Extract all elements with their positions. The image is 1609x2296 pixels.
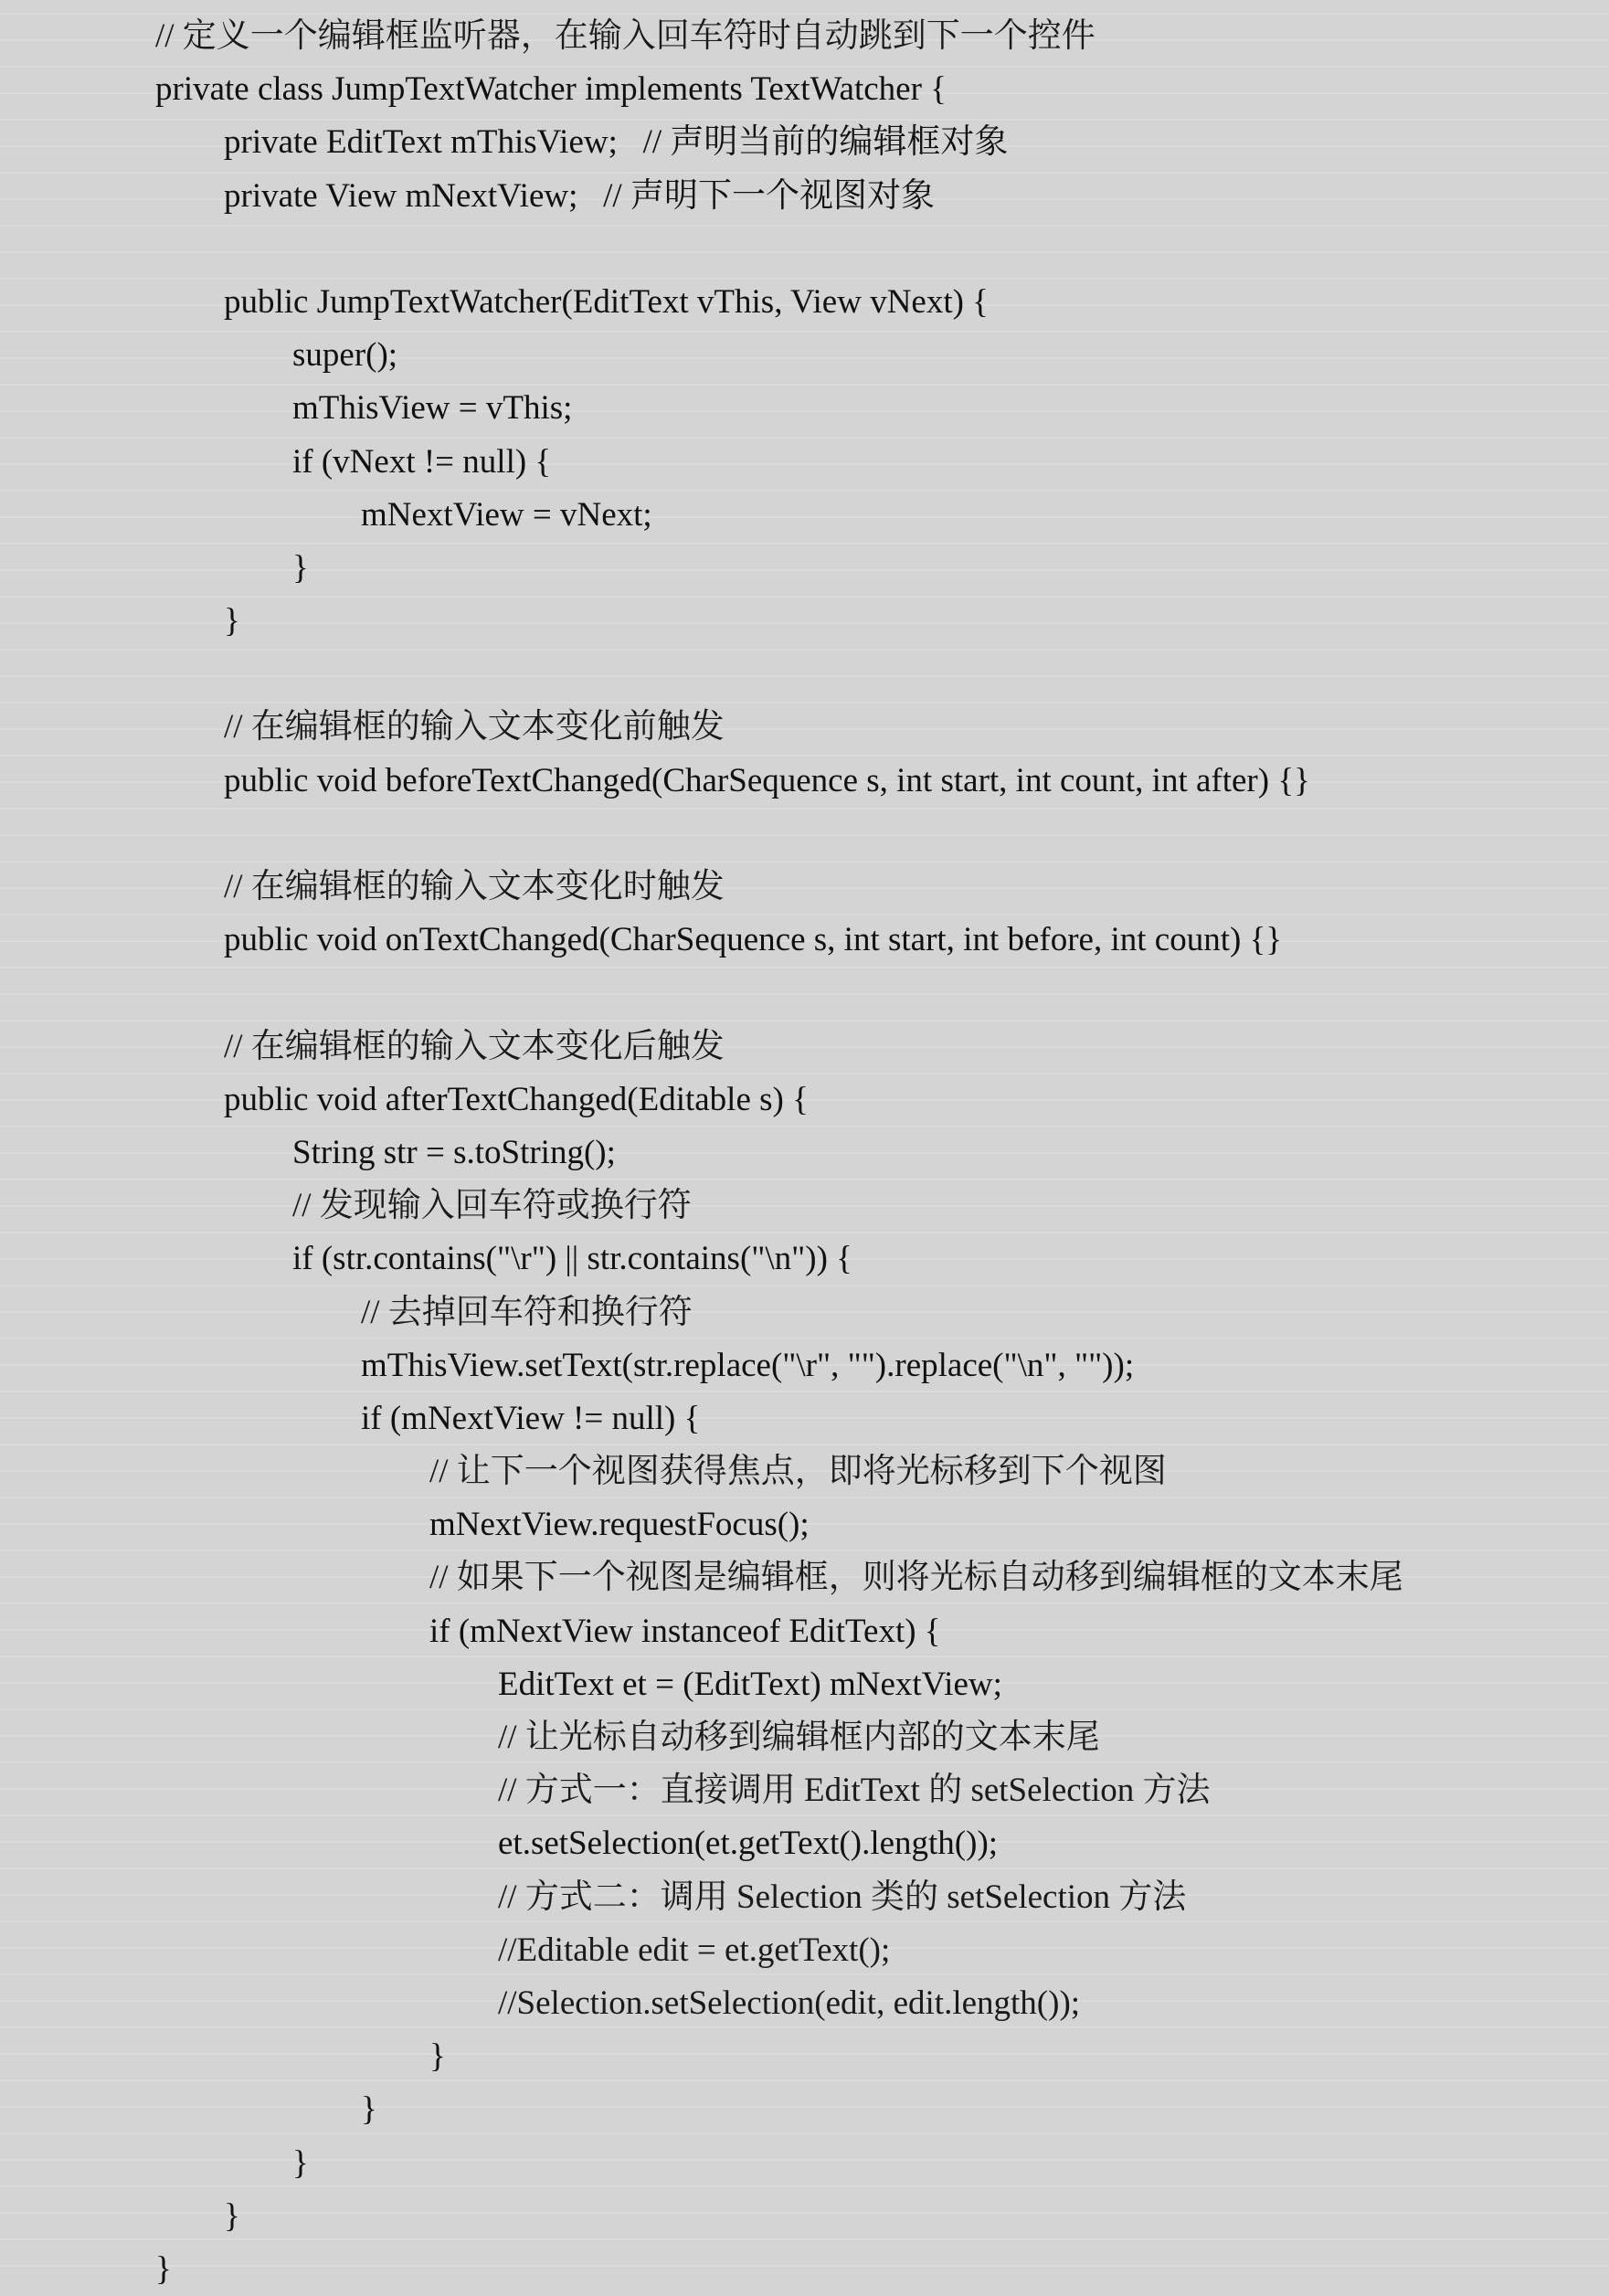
code-line: String str = s.toString(); [292,1133,616,1171]
code-blank-line [0,223,1609,276]
code-comment-line: // 在编辑框的输入文本变化前触发 [224,708,725,746]
code-line: } [155,2249,172,2288]
code-line: } [292,2143,309,2182]
code-line: if (mNextView != null) { [361,1399,701,1437]
code-comment-line: // 方式一：直接调用 EditText 的 setSelection 方法 [498,1772,1211,1810]
code-blank-line [0,648,1609,701]
code-line: } [224,602,240,640]
code-comment-line: // 在编辑框的输入文本变化时触发 [224,868,725,905]
code-line: mNextView.requestFocus(); [429,1506,810,1544]
code-line: et.setSelection(et.getText().length()); [498,1825,999,1863]
code-comment-line: //Editable edit = et.getText(); [498,1931,891,1969]
code-line: public JumpTextWatcher(EditText vThis, View vNext) { [224,282,989,321]
code-comment-line: //Selection.setSelection(edit, edit.length()); [498,1984,1081,2022]
code-comment-line: // 如果下一个视图是编辑框，则将光标自动移到编辑框的文本末尾 [429,1559,1403,1597]
code-line: if (str.contains("\r") || str.contains("\n")) { [292,1240,852,1278]
code-line: private EditText mThisView; // 声明当前的编辑框对象 [224,123,1009,162]
code-line: } [292,548,309,587]
code-line: mThisView.setText(str.replace("\r", "").replace("\n", "")); [361,1346,1135,1384]
code-line: private class JumpTextWatcher implements TextWatcher { [155,70,947,109]
code-line: } [361,2090,377,2129]
code-comment-line: // 方式二：调用 Selection 类的 setSelection 方法 [498,1878,1187,1916]
code-comment-line: // 让下一个视图获得焦点，即将光标移到下个视图 [429,1453,1167,1491]
code-line: } [429,2037,446,2076]
code-line: public void afterTextChanged(Editable s) { [224,1080,809,1118]
code-comment-line: // 在编辑框的输入文本变化后触发 [224,1027,725,1065]
code-line: } [224,2196,240,2235]
code-line: public void beforeTextChanged(CharSequence s, int start, int count, int after) {} [224,761,1310,799]
code-line: if (vNext != null) { [292,442,552,481]
code-line: public void onTextChanged(CharSequence s, int start, int before, int count) {} [224,921,1283,959]
code-comment-line: // 去掉回车符和换行符 [361,1293,693,1331]
code-line: EditText et = (EditText) mNextView; [498,1665,1002,1703]
code-comment-line: // 定义一个编辑框监听器，在输入回车符时自动跳到下一个控件 [155,17,1096,55]
code-line: private View mNextView; // 声明下一个视图对象 [224,176,935,215]
code-line: mThisView = vThis; [292,389,573,428]
code-line: mNextView = vNext; [361,495,652,534]
code-comment-line: // 发现输入回车符或换行符 [292,1187,692,1225]
code-blank-line [0,808,1609,861]
code-blank-line [0,967,1609,1020]
code-line: super(); [292,336,398,375]
code-comment-line: // 让光标自动移到编辑框内部的文本末尾 [498,1719,1100,1756]
code-line: if (mNextView instanceof EditText) { [429,1612,941,1650]
